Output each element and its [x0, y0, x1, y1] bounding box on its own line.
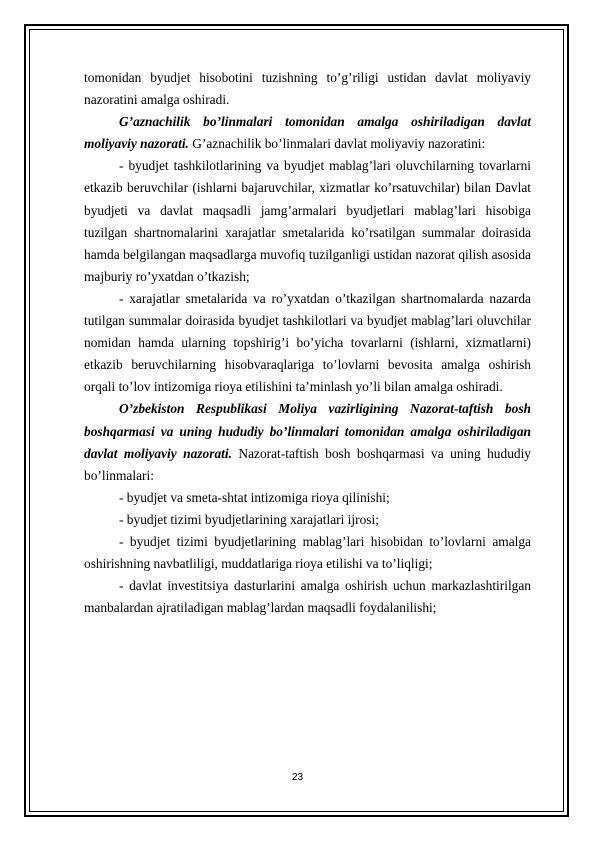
paragraph-1: tomonidan byudjet hisobotini tuzishning to’g’riligi ustidan davlat moliyaviy nazoratini amalga oshiradi. — [84, 70, 531, 108]
paragraph-2-text: G’aznachilik bo’linmalari davlat moliyaviy nazoratini: — [188, 136, 486, 152]
paragraph-3: - byudjet tashkilotlarining va byudjet mablag’lari oluvchilarning tovarlarni etkazib beruvchilar (ishlarni bajaruvchilar, xizmatlar ko’rsatuvchilar) bilan Davlat byudjeti va davlat maqsadli jamg’armalari byudjetlari mablag’lari hisobiga tuzilgan shartnomalarini xarajatlar smetalarida ko’rsatilgan summalar doirasida hamda belgilangan maqsadlarga muvofiq tuzilganligi ustidan nazorat qilish asosida majburiy ro’yxatdan o’tkazish; — [84, 158, 531, 284]
document-body — [84, 67, 531, 619]
paragraph-8: - byudjet tizimi byudjetlarining mablag’lari hisobidan to’lovlarni amalga oshirishning navbatliligi, muddatlariga rioya etilishi va to’liqligi; — [84, 533, 531, 572]
page-number: 23 — [291, 772, 304, 783]
paragraph-5 — [84, 398, 531, 486]
paragraph-6: - byudjet va smeta-shtat intizomiga rioya qilinishi; — [119, 489, 390, 505]
paragraph-2 — [84, 111, 531, 155]
section-heading-treasury: G’aznachilik bo’linmalari tomonidan amalga oshiriladigan davlat moliyaviy nazorati. — [84, 114, 531, 152]
paragraph-4: - xarajatlar smetalarida va ro’yxatdan o’tkazilgan shartnomalarda nazarda tutilgan summalar doirasida byudjet tashkilotlari va byudjet mablag’lari oluvchilar nomidan hamda ularning topshirig’i bo’yicha tovarlarni (ishlarni, xizmatlarni) etkazib beruvchilarning hisobvaraqlariga to’lovlarni bevosita amalga oshirish orqali to’lov intizomiga rioya etilishini ta’minlash yo’li bilan amalga oshiradi. — [84, 290, 531, 395]
section-heading-control-audit: O’zbekiston Respublikasi Moliya vazirligining Nazorat-taftish bosh boshqarmasi va uning hududiy bo’linmalari tomonidan amalga oshiriladigan davlat moliyaviy nazorati. — [84, 401, 531, 461]
paragraph-9: - davlat investitsiya dasturlarini amalga oshirish uchun markazlashtirilgan manbalardan ajratiladigan mablag’lardan maqsadli foydalanilishi; — [84, 578, 531, 616]
paragraph-7: - byudjet tizimi byudjetlarining xarajatlari ijrosi; — [119, 511, 379, 527]
paragraph-5-text: Nazorat-taftish bosh boshqarmasi va uning hududiy bo’linmalari: — [84, 445, 531, 483]
